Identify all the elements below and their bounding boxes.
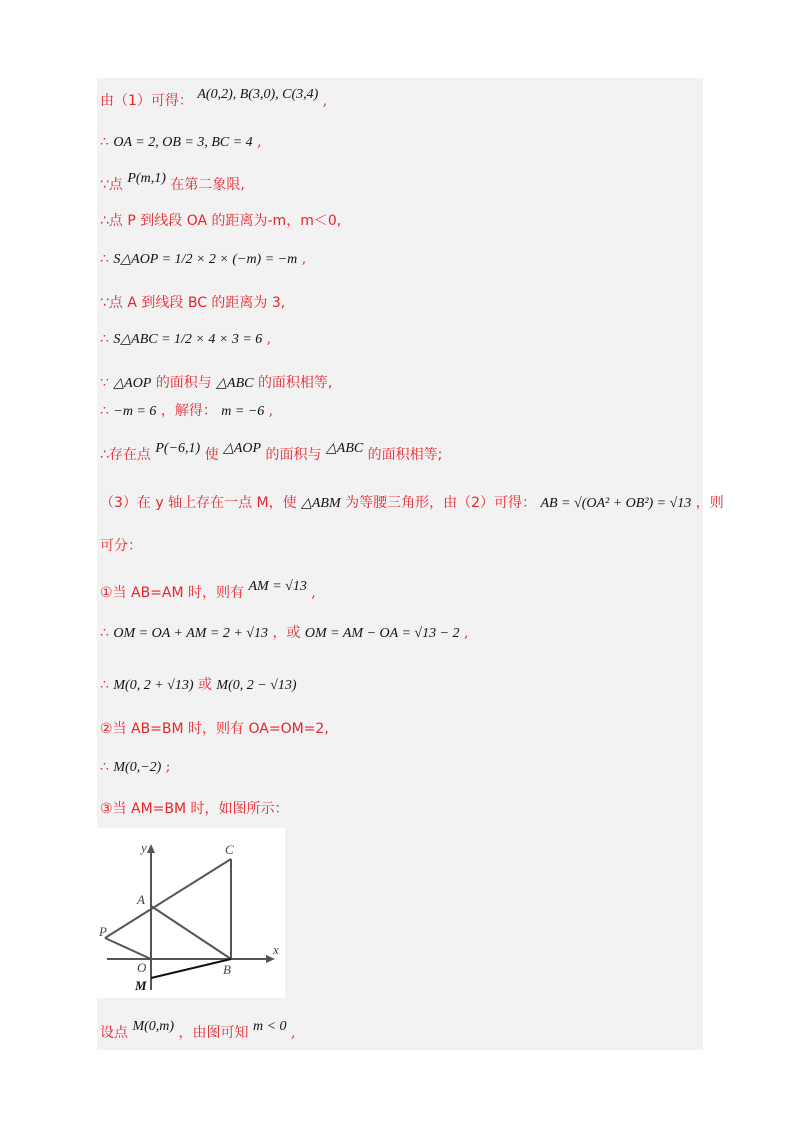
line-14 xyxy=(100,624,468,643)
line-7 xyxy=(100,330,271,349)
text: 在第二象限, xyxy=(170,177,245,193)
text: ，或 xyxy=(272,625,301,641)
text: ∴ xyxy=(100,403,109,419)
line-17 xyxy=(100,758,170,777)
text: ∵ xyxy=(100,375,109,391)
math: M(0, 2 − √13) xyxy=(216,678,297,693)
label-y: y xyxy=(141,840,147,855)
math: AM = √13 xyxy=(248,579,307,594)
text: ∴ xyxy=(100,677,109,693)
line-8 xyxy=(100,374,332,393)
text: 或 xyxy=(197,677,212,693)
label-a: A xyxy=(137,892,145,907)
text: ∴ xyxy=(100,625,109,641)
text: ∵点 xyxy=(100,177,123,193)
text: 为等腰三角形，由（2）可得： xyxy=(345,495,536,511)
text: , xyxy=(463,625,469,641)
math: A(0,2), B(3,0), C(3,4) xyxy=(197,87,319,102)
math: △ABC xyxy=(326,441,364,456)
math: △ABC xyxy=(216,376,254,391)
line-11 xyxy=(100,494,724,513)
label-m: M xyxy=(135,978,147,993)
line-12: 可分： xyxy=(100,538,142,554)
segment-ab xyxy=(151,906,231,959)
text: ∴ xyxy=(100,251,109,267)
segment-cp xyxy=(105,859,231,938)
line-1 xyxy=(100,86,327,110)
math: M(0, 2 + √13) xyxy=(113,678,194,693)
text: , xyxy=(266,331,272,347)
text: , xyxy=(322,93,328,109)
math: AB = √(OA² + OB²) = √13 xyxy=(540,496,692,511)
text: , xyxy=(301,251,307,267)
label-x: x xyxy=(273,942,279,957)
text: ∴ xyxy=(100,331,109,347)
text: 的面积相等; xyxy=(367,447,443,463)
math: m = −6 xyxy=(221,404,265,419)
math: △AOP xyxy=(113,376,152,391)
text: ∴存在点 xyxy=(100,447,151,463)
text: ，则 xyxy=(695,495,724,511)
text: , xyxy=(311,585,316,601)
math: M(0,m) xyxy=(132,1019,175,1034)
text: ; xyxy=(165,759,171,775)
geometry-figure xyxy=(97,828,285,998)
math: △AOP xyxy=(223,441,262,456)
text: ∴ xyxy=(100,759,109,775)
text: 的面积与 xyxy=(265,447,322,463)
y-axis-arrow-icon xyxy=(147,844,155,853)
text: , xyxy=(257,134,262,150)
text: 使 xyxy=(204,447,219,463)
line-19 xyxy=(100,1018,295,1042)
line-2 xyxy=(100,133,262,152)
math: OM = OA + AM = 2 + √13 xyxy=(113,626,268,641)
line-6: ∵点 A 到线段 BC 的距离为 3, xyxy=(100,295,286,311)
text: 的面积与 xyxy=(155,375,212,391)
text: , xyxy=(268,403,274,419)
math: −m = 6 xyxy=(113,404,157,419)
math: OM = AM − OA = √13 − 2 xyxy=(304,626,460,641)
figure-svg xyxy=(97,828,285,998)
text: ∴ xyxy=(100,134,109,150)
label-o: O xyxy=(137,960,147,975)
line-9 xyxy=(100,402,273,421)
math: S△ABC = 1/2 × 4 × 3 = 6 xyxy=(113,332,263,347)
segment-mb xyxy=(151,959,231,978)
text: ，由图可知 xyxy=(178,1025,249,1041)
math: OA = 2, OB = 3, BC = 4 xyxy=(113,135,253,150)
math: P(−6,1) xyxy=(155,441,201,456)
text: 由（1）可得： xyxy=(100,93,193,109)
label-b: B xyxy=(223,962,231,977)
line-13 xyxy=(100,578,316,602)
text: ①当 AB=AM 时，则有 xyxy=(100,585,245,601)
math: M(0,−2) xyxy=(113,760,162,775)
line-18: ③当 AM=BM 时，如图所示： xyxy=(100,801,289,817)
line-5 xyxy=(100,250,306,269)
text: ，解得： xyxy=(160,403,217,419)
text: , xyxy=(290,1025,296,1041)
math: △ABM xyxy=(301,496,341,511)
text: 的面积相等, xyxy=(257,375,333,391)
line-10 xyxy=(100,440,442,464)
line-3 xyxy=(100,170,245,194)
line-4: ∴点 P 到线段 OA 的距离为-m，m＜0, xyxy=(100,213,342,229)
segment-po xyxy=(105,938,151,959)
text: （3）在 y 轴上存在一点 M，使 xyxy=(100,495,297,511)
line-16: ②当 AB=BM 时，则有 OA=OM=2, xyxy=(100,721,329,737)
math: m < 0 xyxy=(252,1019,287,1034)
text: 设点 xyxy=(100,1025,128,1041)
line-15 xyxy=(100,676,297,695)
label-p: P xyxy=(99,924,107,939)
math: S△AOP = 1/2 × 2 × (−m) = −m xyxy=(113,252,298,267)
label-c: C xyxy=(225,842,234,857)
math: P(m,1) xyxy=(127,171,166,186)
